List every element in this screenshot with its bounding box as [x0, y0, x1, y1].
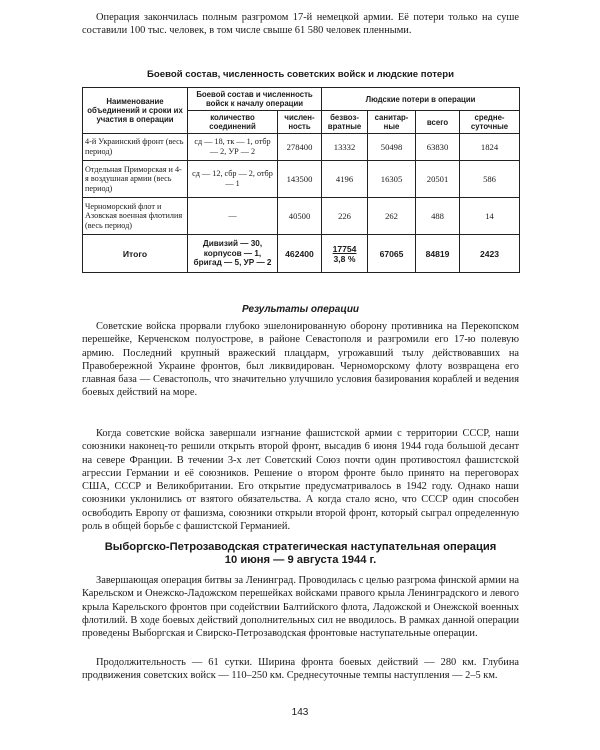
header-irrecoverable: безвоз-вратные — [322, 111, 368, 134]
operation-title — [82, 541, 519, 567]
row-total: 63830 — [416, 134, 460, 161]
total-irrecoverable-cell — [322, 235, 368, 273]
losses-table — [82, 87, 520, 273]
total-sanitary: 67065 — [368, 235, 416, 273]
header-strength: числен-ность — [278, 111, 322, 134]
operation-paragraph-2: Продолжительность — 61 сутки. Ширина фронта боевых действий — 280 км. Глубина продвижения советских войск — 110–250 км. Среднесуточные темпы наступления — 2–5 км. — [82, 657, 519, 682]
total-irrecoverable: 17754 — [332, 243, 357, 254]
table-total-row — [83, 235, 520, 273]
row-sanitary: 16305 — [368, 161, 416, 198]
row-strength: 143500 — [278, 161, 322, 198]
row-name: 4-й Украинский фронт (весь период) — [83, 134, 188, 161]
total-total: 84819 — [416, 235, 460, 273]
page-number: 143 — [291, 707, 309, 718]
row-daily: 14 — [460, 198, 520, 235]
intro-paragraph: Операция закончилась полным разгромом 17-й немецкой армии. Её потери только на суше составили 100 тыс. человек, в том числе свыше 61 580 человек пленными. — [82, 12, 519, 37]
row-irrecoverable: 13332 — [322, 134, 368, 161]
operation-title-line1: Выборгско-Петрозаводская стратегическая наступательная операция — [104, 541, 497, 553]
header-strength-group: Боевой состав и численность войск к началу операции — [188, 88, 322, 111]
header-losses-group: Людские потери в операции — [322, 88, 520, 111]
row-units: — — [188, 198, 278, 235]
table-row — [83, 198, 520, 235]
row-sanitary: 262 — [368, 198, 416, 235]
header-units: количество соединений — [188, 111, 278, 134]
row-name: Черноморский флот и Азовская военная флотилия (весь период) — [83, 198, 188, 235]
total-irrecoverable-pct: 3,8 % — [333, 253, 356, 264]
total-daily: 2423 — [460, 235, 520, 273]
row-strength: 278400 — [278, 134, 322, 161]
operation-title-dates: 10 июня — 9 августа 1944 г. — [224, 554, 377, 566]
row-strength: 40500 — [278, 198, 322, 235]
row-units: сд — 18, тк — 1, отбр — 2, УР — 2 — [188, 134, 278, 161]
row-total: 488 — [416, 198, 460, 235]
row-sanitary: 50498 — [368, 134, 416, 161]
operation-paragraph-1: Завершающая операция битвы за Ленинград. Проводилась с целью разгрома финской армии на Карельском и Онежско-Ладожском перешейках войсками правого крыла Ленинградского и левого крыла Карельского фронтов при содействии Балтийского флота, Ладожской и Онежской военных флотилий. В ходе боевых действий дополнительных сил не вводилось. В рамках данной операции проведены Выборгская и Свирско-Петрозаводская фронтовые наступательные операции. — [82, 575, 519, 640]
row-irrecoverable: 226 — [322, 198, 368, 235]
results-heading: Результаты операции — [241, 304, 360, 315]
row-total: 20501 — [416, 161, 460, 198]
table-row — [83, 134, 520, 161]
results-paragraph-2: Когда советские войска завершали изгнание фашистской армии с территории СССР, наши союзники наконец-то решили открыть второй фронт, высадив 6 июня 1944 года большой десант на севере Франции. В течении 3-х лет Советский Союз почти один противостоял фашистской агрессии Германии и её союзников. Решение о втором фронте было принято на переговорах США, СССР и Великобритании. Его открытие предусматривалось в 1942 году. Однако наши союзники уклонились от взятого обязательства. А когда стало ясно, что СССР один способен освободить Европу от фашизма, союзники открыли второй фронт, который сыграл определенную роль в общей борьбе с фашистской Германией. — [82, 428, 519, 533]
table-caption: Боевой состав, численность советских войск и людские потери — [146, 69, 455, 80]
header-total: всего — [416, 111, 460, 134]
results-paragraph-1: Советские войска прорвали глубоко эшелонированную оборону противника на Перекопском перешейке, Керченском полуострове, в районе Севастополя и разгромили его 17-ю полевую армию. Последний крупный вражеский плацдарм, угрожавший тылу действовавших на Правобережной Украине фронтов, был ликвидирован. Черноморскому флоту возвращена его главная база — Севастополь, что значительно улучшило условия базирования кораблей и ведения боевых действий на море. — [82, 321, 519, 399]
row-name: Отдельная Приморская и 4-я воздушная армии (весь период) — [83, 161, 188, 198]
header-sanitary: санитар-ные — [368, 111, 416, 134]
header-daily: средне-суточные — [460, 111, 520, 134]
header-formations: Наименование объединений и сроки их участия в операции — [83, 88, 188, 134]
table-row — [83, 161, 520, 198]
total-strength: 462400 — [278, 235, 322, 273]
row-daily: 586 — [460, 161, 520, 198]
total-units: Дивизий — 30, корпусов — 1, бригад — 5, УР — 2 — [188, 235, 278, 273]
total-label: Итого — [83, 235, 188, 273]
row-units: сд — 12, сбр — 2, отбр — 1 — [188, 161, 278, 198]
row-daily: 1824 — [460, 134, 520, 161]
row-irrecoverable: 4196 — [322, 161, 368, 198]
